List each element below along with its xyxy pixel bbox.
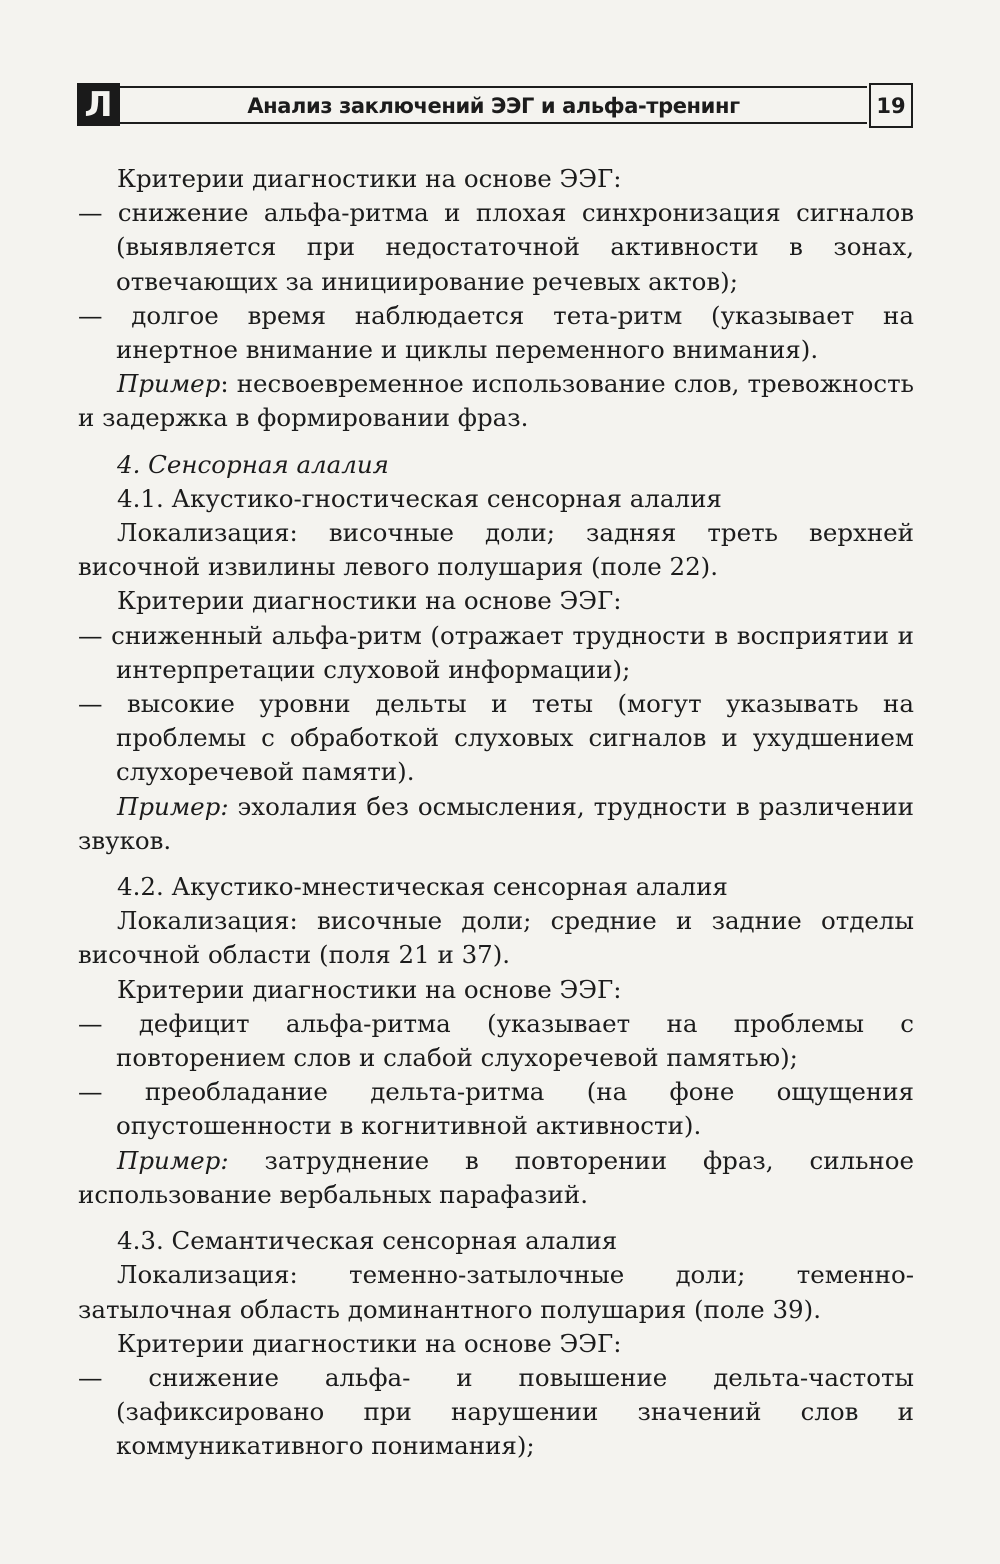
subsection-heading: 4.3. Семантическая сенсорная алалия [117,1226,618,1256]
list-item: — снижение альфа- и повышение дельта-частоты (зафиксировано при нарушении значений слов и коммуникативного понимания); [78,1362,914,1461]
list-item: — сниженный альфа-ритм (отражает трудности в восприятии и интерпретации слуховой информации); [78,620,914,684]
example-paragraph [78,367,914,435]
running-header [77,83,912,128]
paragraph: Локализация: височные доли; средние и задние отделы височной области (поля 21 и 37). [78,906,914,970]
list-item: — высокие уровни дельты и теты (могут указывать на проблемы с обработкой слуховых сигналов и ухудшением слухоречевой памяти). [78,689,914,787]
paragraph: Критерии диагностики на основе ЭЭГ: [117,1328,622,1358]
page-number: 19 [869,83,913,128]
example-paragraph [78,790,914,858]
example-label: Пример [117,369,221,399]
paragraph: Локализация: теменно-затылочные доли; теменно-затылочная область доминантного полушария (поле 39). [78,1260,914,1324]
example-text: несвоевременное использование слов, тревожность и задержка в формировании фраз. [78,369,914,433]
example-paragraph [78,1144,914,1212]
example-label: Пример: [117,1145,229,1175]
header-rule-top [120,86,867,88]
paragraph: Критерии диагностики на основе ЭЭГ: [117,586,622,616]
subsection-heading: 4.1. Акустико-гностическая сенсорная алалия [117,483,722,513]
paragraph: Локализация: височные доли; задняя треть верхней височной извилины левого полушария (поле 22). [78,518,914,582]
page-body [78,162,914,1464]
subsection-heading: 4.2. Акустико-мнестическая сенсорная алалия [117,872,728,902]
section-heading [78,448,914,482]
example-separator: : [220,369,229,399]
list-item: — дефицит альфа-ритма (указывает на проблемы с повторением слов и слабой слухоречевой памятью); [78,1008,914,1073]
header-rule-bottom [120,122,867,124]
paragraph: Критерии диагностики на основе ЭЭГ: [117,974,622,1004]
list-item: — преобладание дельта-ритма (на фоне ощущения опустошенности в когнитивной активности). [78,1077,914,1141]
running-title: Анализ заключений ЭЭГ и альфа-тренинг [247,94,740,118]
list-item: — долгое время наблюдается тета-ритм (указывает на инертное внимание и циклы переменного внимания). [78,300,914,365]
example-label: Пример: [117,791,229,821]
list-item: — снижение альфа-ритма и плохая синхронизация сигналов (выявляется при недостаточной активности в зонах, отвечающих за инициирование речевых актов); [78,198,914,296]
paragraph: Критерии диагностики на основе ЭЭГ: [117,164,622,193]
section-letter-badge: Л [77,83,120,126]
example-text: затруднение в повторении фраз, сильное использование вербальных парафазий. [78,1145,914,1209]
section-heading-text: 4. Сенсорная алалия [117,449,389,479]
example-text: эхолалия без осмысления, трудности в различении звуков. [78,791,914,855]
